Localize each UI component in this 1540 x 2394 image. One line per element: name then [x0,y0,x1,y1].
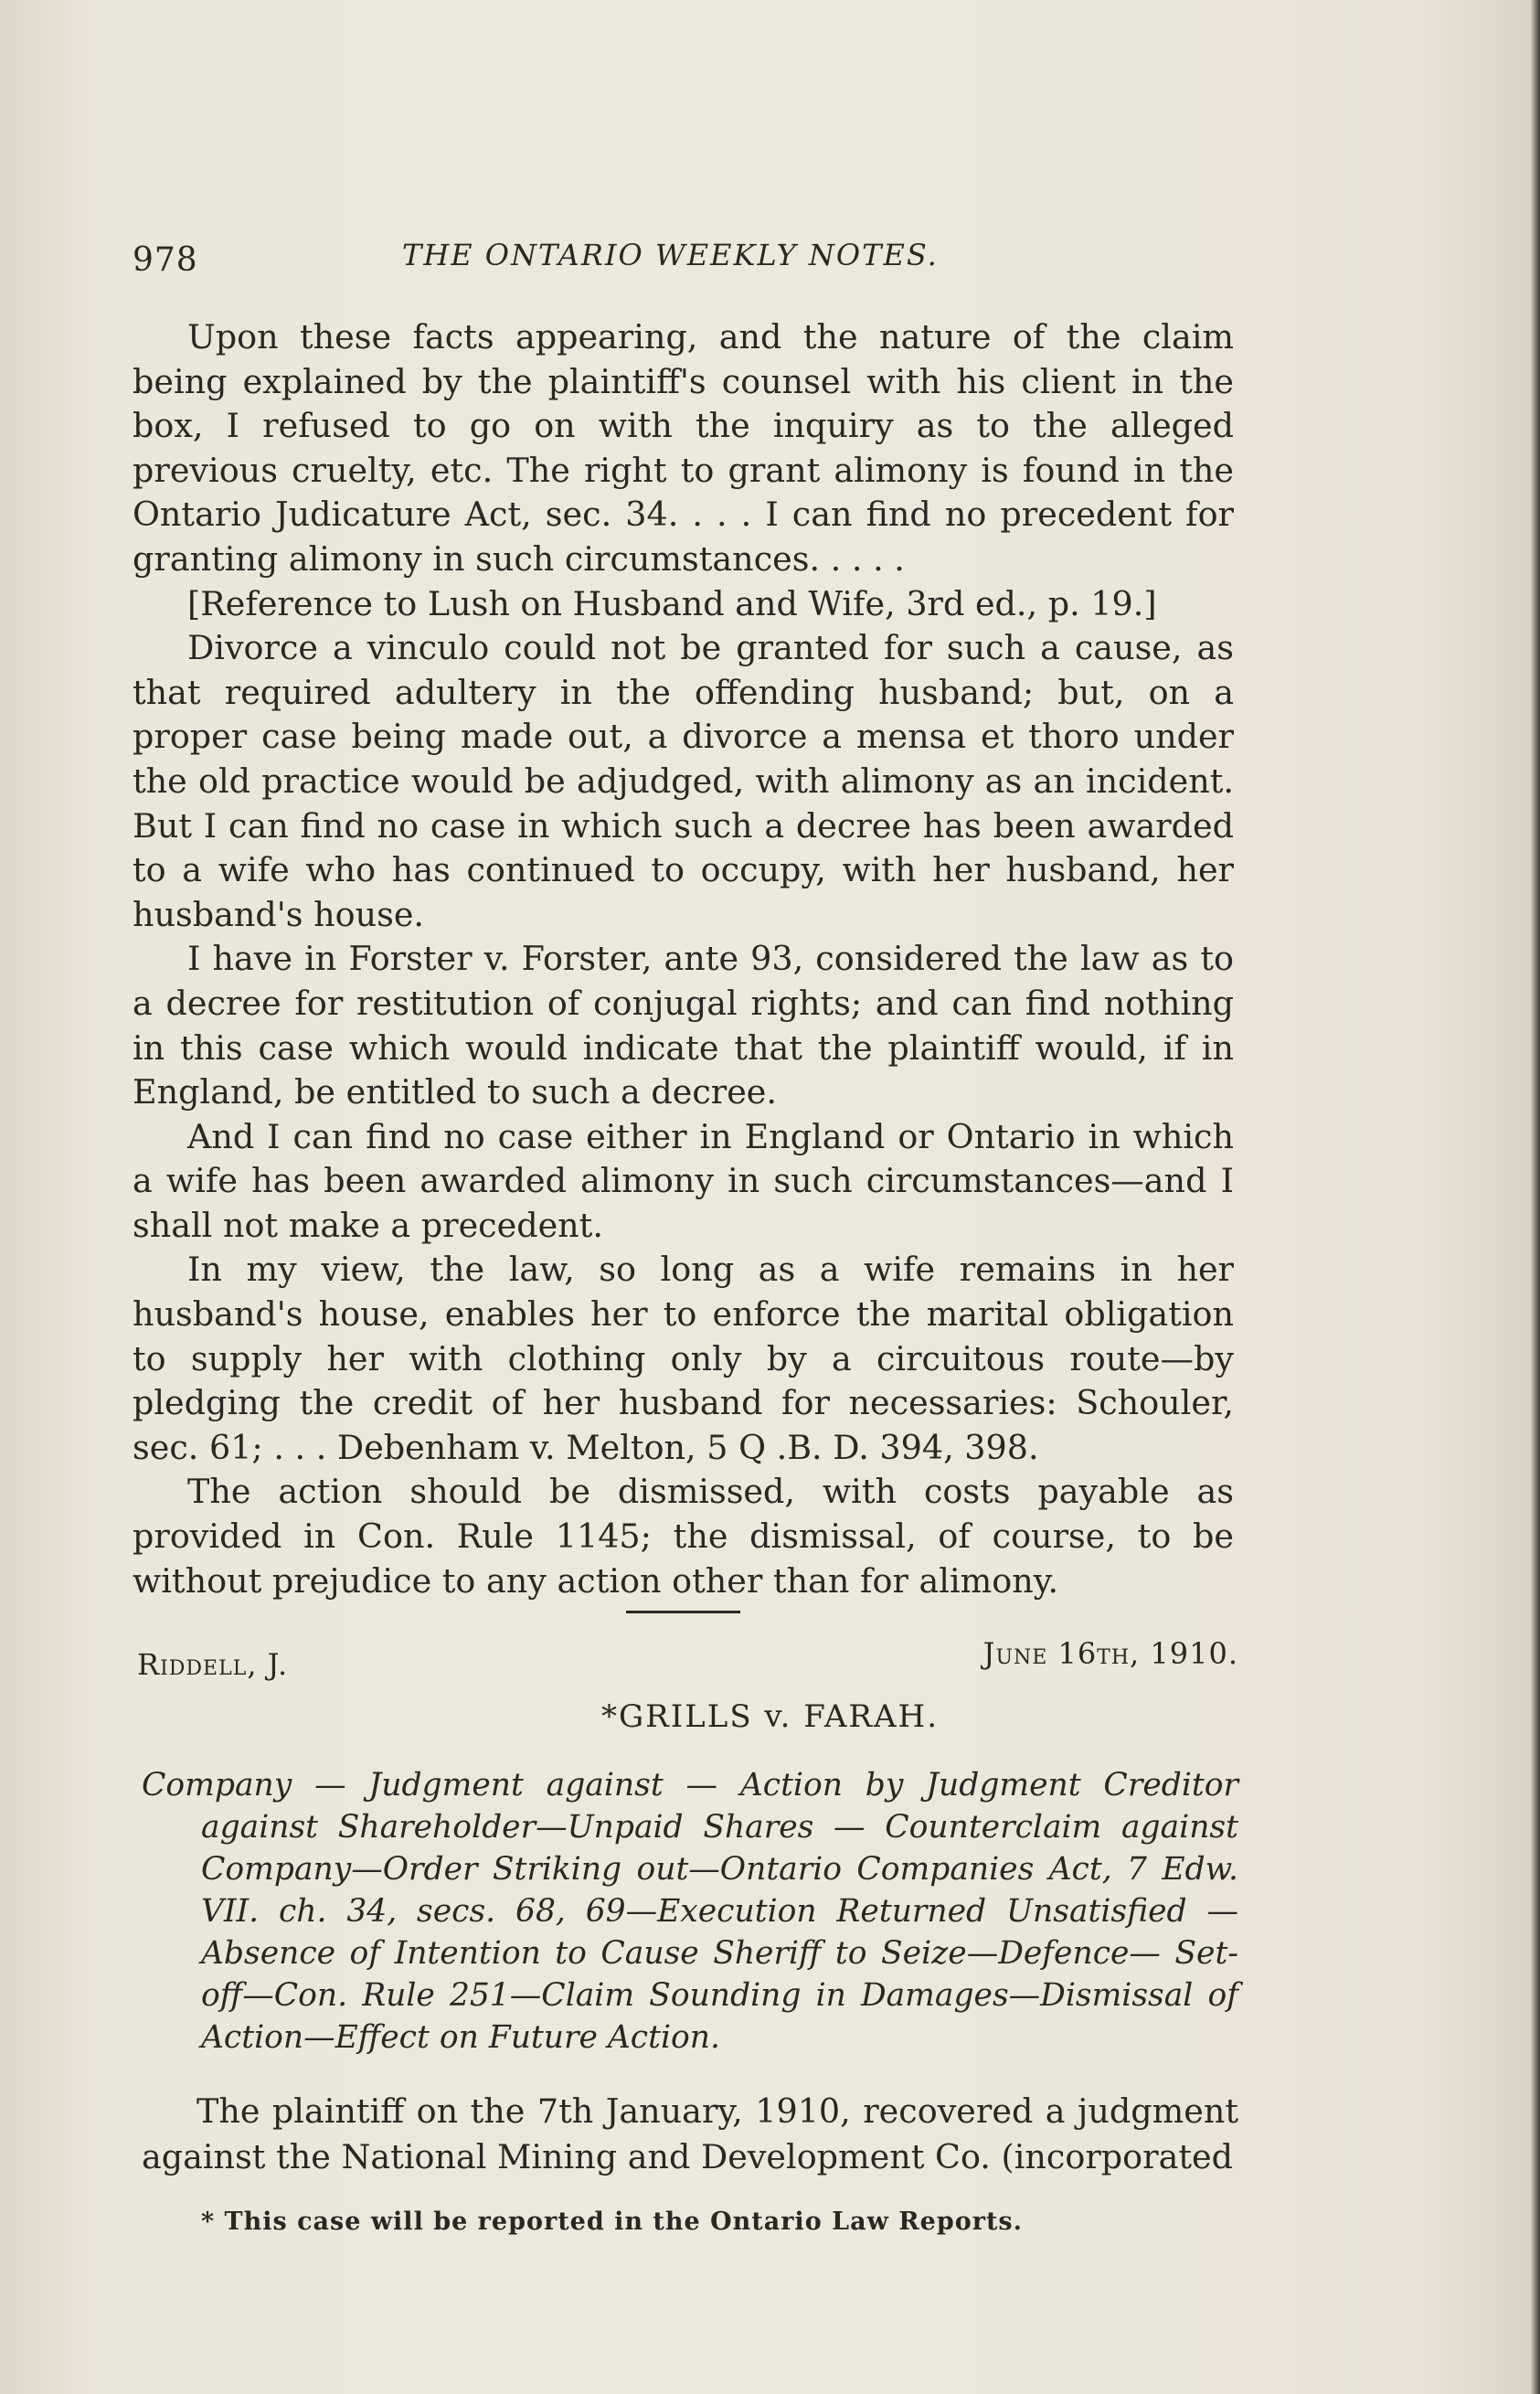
running-head: THE ONTARIO WEEKLY NOTES. [402,238,939,272]
judge-name: Riddell, J. [137,1647,289,1682]
paragraph: The plaintiff on the 7th January, 1910, recovered a judgment against the National Mining and Development Co. (incorporated [142,2091,1238,2176]
paragraph: Upon these facts appearing, and the nature of the claim being explained by the plaintiff's counsel with his client in the box, I refused to go on with the inquiry as to the alleged previous cruelty, etc. The right to grant alimony is found in the Ontario Judicature Act, sec. 34. . . . I can find no precedent for granting alimony in such circumstances. . . . . [133,317,1234,579]
decision-date: June 16th, 1910. [982,1636,1238,1671]
section-divider [626,1611,740,1613]
body-text [133,315,1234,1603]
case-title: *GRILLS v. FARAH. [600,1698,940,1735]
paragraph: I have in Forster v. Forster, ante 93, considered the law as to a decree for restitution of conjugal rights; and can find nothing in this case which would indicate that the plaintiff would, if in England, be entitled to such a decree. [133,939,1234,1112]
paragraph: Divorce a vinculo could not be granted for such a cause, as that required adultery in the offending husband; but, on a proper case being made out, a divorce a mensa et thoro under the old practice would be adjudged, with alimony as an incident. But I can find no case in which such a decree has been awarded to a wife who has continued to occupy, with her husband, her husband's house. [133,628,1234,934]
page-header [133,229,1229,283]
case-opening [142,2089,1238,2180]
page-edge [1531,0,1540,2394]
page-number: 978 [133,241,198,279]
paragraph: [Reference to Lush on Husband and Wife, 3rd ed., p. 19.] [187,583,1157,623]
paragraph: The action should be dismissed, with costs payable as provided in Con. Rule 1145; the dismissal, of course, to be without prejudice to any action other than for alimony. [133,1472,1234,1601]
paragraph: In my view, the law, so long as a wife remains in her husband's house, enables her to enforce the marital obligation to supply her with clothing only by a circuitous route—by pledging the credit of her husband for necessaries: Schouler, sec. 61; . . . Debenham v. Melton, 5 Q .B. D. 394, 398. [133,1250,1234,1467]
paragraph: And I can find no case either in England or Ontario in which a wife has been awarded alimony in such circumstances—and I shall not make a precedent. [133,1116,1234,1245]
judge-date-line [137,1636,1238,1682]
footnote: * This case will be reported in the Ontario Law Reports. [201,2208,1024,2236]
headnote: Company — Judgment against — Action by Judgment Creditor against Shareholder—Unpaid Shares — Counterclaim against Company—Order Striking out—Ontario Companies Act, 7 Edw. VII. ch. 34, secs. 68, 69—Execution Returned Unsatisfied —Absence of Intention to Cause Sheriff to Seize—Defence— Set-off—Con. Rule 251—Claim Sounding in Damages—Dismissal of Action—Effect on Future Action. [142,1767,1238,2056]
